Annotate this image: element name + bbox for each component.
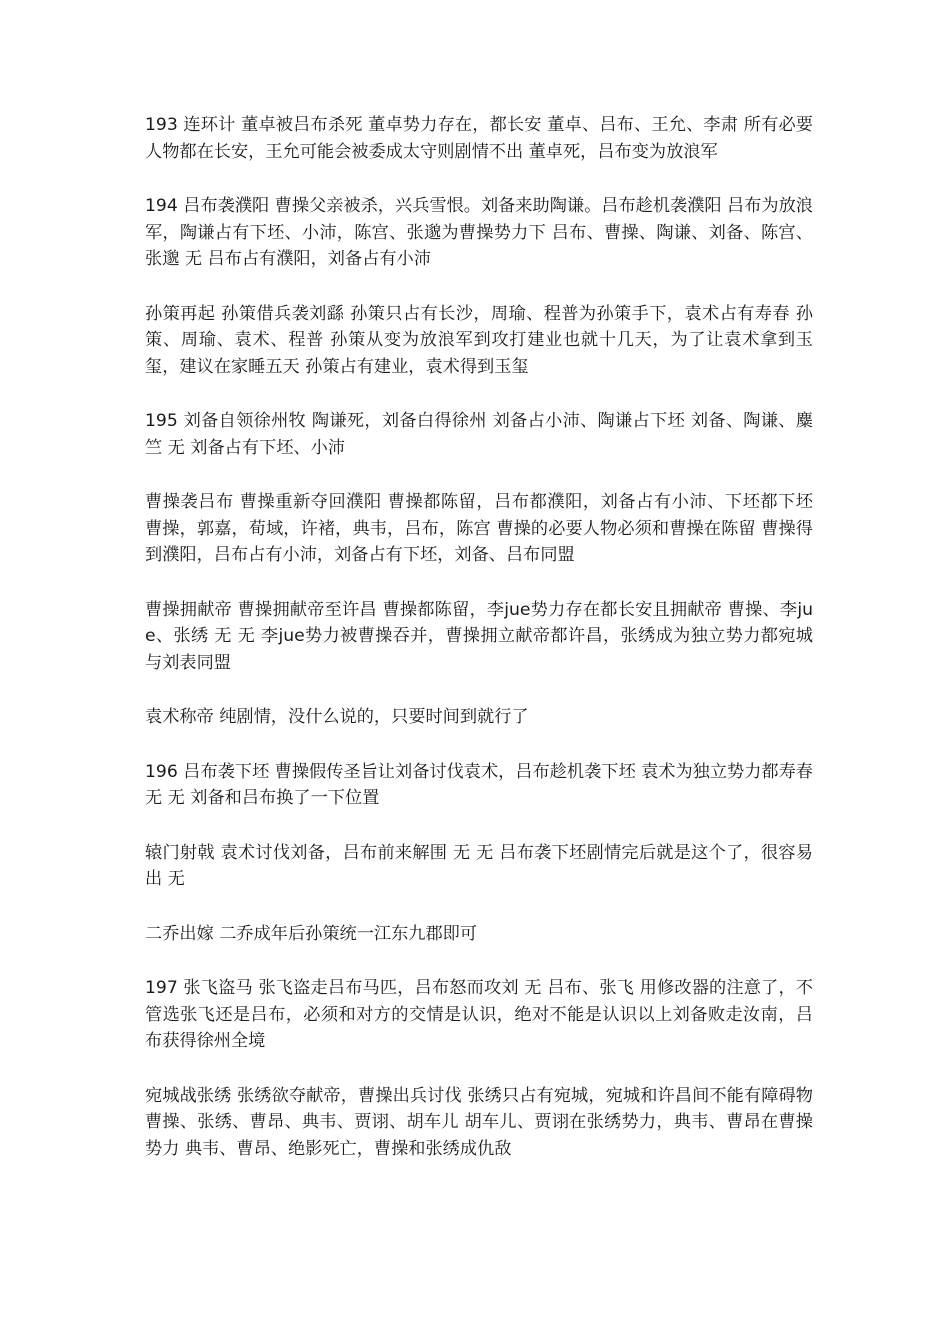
paragraph-erqiao-chujia: 二乔出嫁 二乔成年后孙策统一江东九郡即可 [145, 923, 478, 944]
paragraph-196-lvbu-xiapi: 196 吕布袭下坯 曹操假传圣旨让刘备讨伐袁术，吕布趁机袭下坯 袁术为独立势力都寿春 无 无 刘备和吕布换了一下位置 [145, 761, 813, 808]
paragraph-yuanmen-sheji: 辕门射戟 袁术讨伐刘备，吕布前来解围 无 无 吕布袭下坯剧情完后就是这个了，很容易出 无 [145, 842, 813, 889]
paragraph-caocao-yongxiandi: 曹操拥献帝 曹操拥献帝至许昌 曹操都陈留，李jue势力存在都长安且拥献帝 曹操、李jue、张绣 无 无 李jue势力被曹操吞并，曹操拥立献帝都许昌，张绣成为独立势力都宛城与刘表同盟 [145, 599, 813, 673]
paragraph-193-lianhuanji: 193 连环计 董卓被吕布杀死 董卓势力存在，都长安 董卓、吕布、王允、李肃 所有必要人物都在长安，王允可能会被委成太守则剧情不出 董卓死，吕布变为放浪军 [145, 115, 813, 162]
paragraph-sunce-zaiqi: 孙策再起 孙策借兵袭刘繇 孙策只占有长沙，周瑜、程普为孙策手下，袁术占有寿春 孙策、周瑜、袁术、程普 孙策从变为放浪军到攻打建业也就十几天，为了让袁术拿到玉玺，建议在家睡五天 孙策占有建业，袁术得到玉玺 [145, 303, 813, 377]
paragraph-194-lvbu-puyang: 194 吕布袭濮阳 曹操父亲被杀，兴兵雪恨。刘备来助陶谦。吕布趁机袭濮阳 吕布为放浪军，陶谦占有下坯、小沛，陈宫、张邈为曹操势力下 吕布、曹操、陶谦、刘备、陈宫、张邈 无 吕布占有濮阳，刘备占有小沛 [145, 196, 813, 269]
paragraph-197-zhangfei-daoma: 197 张飞盗马 张飞盗走吕布马匹，吕布怒而攻刘 无 吕布、张飞 用修改器的注意了，不管选张飞还是吕布，必须和对方的交情是认识，绝对不能是认识以上刘备败走汝南，吕布获得徐州全境 [145, 978, 813, 1051]
document-body [145, 112, 813, 1162]
paragraph-caocao-xi-lvbu: 曹操袭吕布 曹操重新夺回濮阳 曹操都陈留，吕布都濮阳，刘备占有小沛、下坯都下坯 曹操，郭嘉，荀域，许褚，典韦，吕布，陈宫 曹操的必要人物必须和曹操在陈留 曹操得到濮阳，吕布占有小沛，刘备占有下坯，刘备、吕布同盟 [145, 492, 813, 565]
paragraph-195-liubei-xuzhou: 195 刘备自领徐州牧 陶谦死，刘备白得徐州 刘备占小沛、陶谦占下坯 刘备、陶谦、麋竺 无 刘备占有下坯、小沛 [145, 411, 813, 458]
paragraph-yuanshu-chengdi: 袁术称帝 纯剧情，没什么说的，只要时间到就行了 [145, 707, 529, 727]
paragraph-wancheng-zhangxiu: 宛城战张绣 张绣欲夺献帝，曹操出兵讨伐 张绣只占有宛城，宛城和许昌间不能有障碍物 曹操、张绣、曹昂、典韦、贾诩、胡车儿 胡车儿、贾诩在张绣势力，典韦、曹昂在曹操势力 典韦、曹昂、绝影死亡，曹操和张绣成仇敌 [145, 1085, 813, 1159]
